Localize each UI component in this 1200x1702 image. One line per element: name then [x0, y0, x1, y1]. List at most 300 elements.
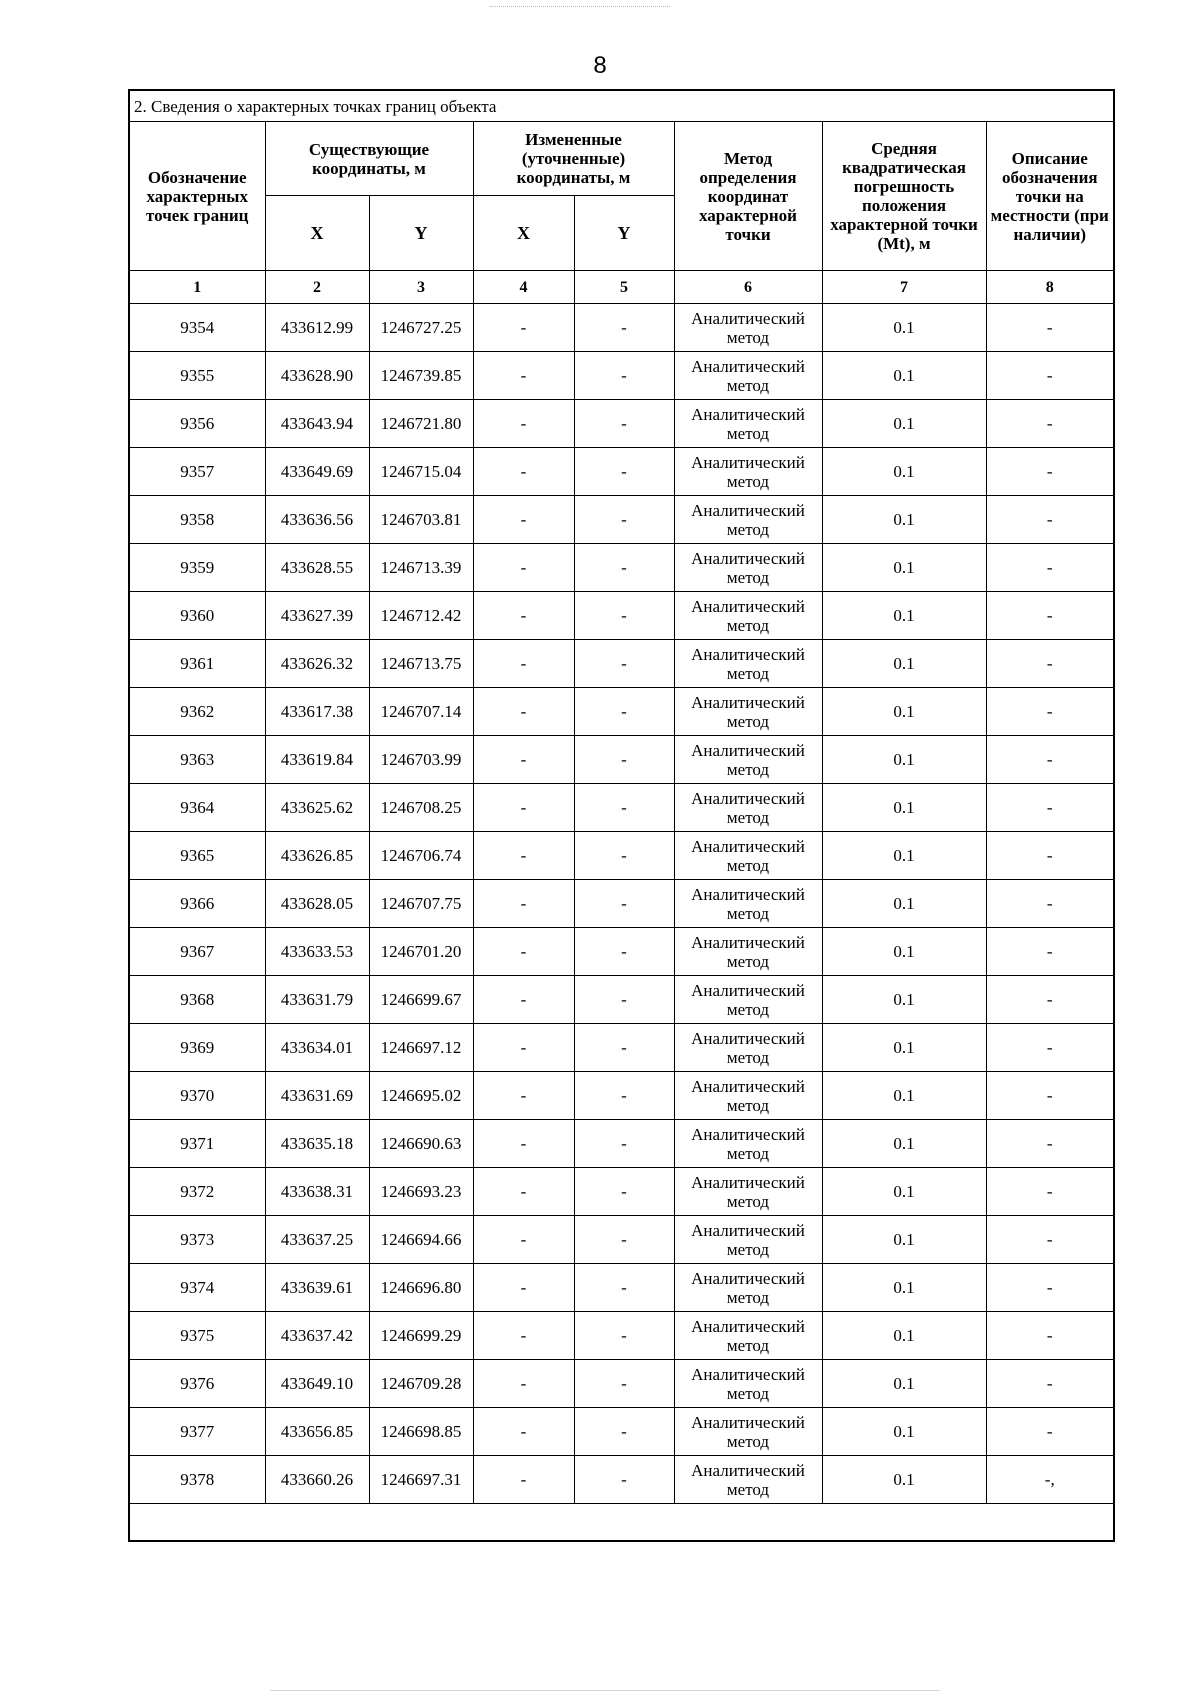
description-cell: -	[986, 1408, 1114, 1456]
point-id-cell: 9369	[129, 1024, 265, 1072]
point-id-cell: 9377	[129, 1408, 265, 1456]
method-text-line1: Аналитический	[691, 452, 805, 472]
method-cell	[674, 928, 822, 976]
column-number: 4	[473, 271, 574, 304]
changed-x-cell: -	[473, 544, 574, 592]
method-text-line2: метод	[726, 1431, 770, 1451]
description-cell: -	[986, 976, 1114, 1024]
header-description: Описание обозначения точки на местности (при наличии)	[986, 122, 1114, 271]
method-cell	[674, 448, 822, 496]
changed-x-cell: -	[473, 784, 574, 832]
point-id-cell: 9374	[129, 1264, 265, 1312]
table-row	[129, 544, 1114, 592]
mean-error-cell: 0.1	[822, 1264, 986, 1312]
changed-y-cell: -	[574, 1408, 674, 1456]
table-row	[129, 688, 1114, 736]
description-cell: -	[986, 1360, 1114, 1408]
point-id-cell: 9359	[129, 544, 265, 592]
header-method: Метод определения координат характерной точки	[674, 122, 822, 271]
point-id-cell: 9355	[129, 352, 265, 400]
description-cell: -	[986, 352, 1114, 400]
header-changed-y: Y	[574, 196, 674, 271]
changed-y-cell: -	[574, 1264, 674, 1312]
method-text-line1: Аналитический	[691, 1412, 805, 1432]
mean-error-cell: 0.1	[822, 736, 986, 784]
column-number: 3	[369, 271, 473, 304]
existing-y-cell: 1246699.67	[369, 976, 473, 1024]
table-row	[129, 784, 1114, 832]
point-id-cell: 9360	[129, 592, 265, 640]
point-id-cell: 9362	[129, 688, 265, 736]
method-cell	[674, 976, 822, 1024]
method-cell	[674, 544, 822, 592]
changed-x-cell: -	[473, 400, 574, 448]
method-text-line1: Аналитический	[691, 884, 805, 904]
table-row	[129, 1216, 1114, 1264]
point-id-cell: 9366	[129, 880, 265, 928]
mean-error-cell: 0.1	[822, 1408, 986, 1456]
changed-x-cell: -	[473, 1216, 574, 1264]
method-cell	[674, 352, 822, 400]
column-number: 6	[674, 271, 822, 304]
mean-error-cell: 0.1	[822, 1168, 986, 1216]
header-existing-coordinates: Существующие координаты, м	[265, 122, 473, 196]
existing-y-cell: 1246699.29	[369, 1312, 473, 1360]
point-id-cell: 9358	[129, 496, 265, 544]
mean-error-cell: 0.1	[822, 448, 986, 496]
header-changed-coordinates: Измененные (уточненные) координаты, м	[473, 122, 674, 196]
changed-y-cell: -	[574, 304, 674, 352]
existing-y-cell: 1246712.42	[369, 592, 473, 640]
method-text-line1: Аналитический	[691, 500, 805, 520]
existing-y-cell: 1246690.63	[369, 1120, 473, 1168]
existing-y-cell: 1246697.12	[369, 1024, 473, 1072]
existing-x-cell: 433617.38	[265, 688, 369, 736]
description-cell: -	[986, 448, 1114, 496]
changed-y-cell: -	[574, 832, 674, 880]
method-text-line1: Аналитический	[691, 788, 805, 808]
description-cell: -	[986, 640, 1114, 688]
method-text-line1: Аналитический	[691, 1364, 805, 1384]
changed-y-cell: -	[574, 640, 674, 688]
changed-x-cell: -	[473, 352, 574, 400]
point-id-cell: 9376	[129, 1360, 265, 1408]
changed-y-cell: -	[574, 496, 674, 544]
existing-x-cell: 433636.56	[265, 496, 369, 544]
point-id-cell: 9375	[129, 1312, 265, 1360]
point-id-cell: 9357	[129, 448, 265, 496]
method-text-line1: Аналитический	[691, 1316, 805, 1336]
description-cell: -	[986, 592, 1114, 640]
existing-y-cell: 1246721.80	[369, 400, 473, 448]
table-row	[129, 976, 1114, 1024]
method-text-line1: Аналитический	[691, 548, 805, 568]
changed-y-cell: -	[574, 1120, 674, 1168]
changed-x-cell: -	[473, 592, 574, 640]
changed-x-cell: -	[473, 448, 574, 496]
mean-error-cell: 0.1	[822, 1360, 986, 1408]
point-id-cell: 9363	[129, 736, 265, 784]
boundary-points-table	[128, 89, 1115, 1542]
header-mean-error: Средняя квадратическая погрешность положения характерной точки (Mt), м	[822, 122, 986, 271]
point-id-cell: 9365	[129, 832, 265, 880]
existing-x-cell: 433628.05	[265, 880, 369, 928]
table-row	[129, 1312, 1114, 1360]
method-text-line1: Аналитический	[691, 932, 805, 952]
method-cell	[674, 1360, 822, 1408]
point-id-cell: 9368	[129, 976, 265, 1024]
changed-y-cell: -	[574, 1024, 674, 1072]
existing-y-cell: 1246715.04	[369, 448, 473, 496]
description-cell: -	[986, 1312, 1114, 1360]
description-cell: -	[986, 736, 1114, 784]
mean-error-cell: 0.1	[822, 1312, 986, 1360]
changed-x-cell: -	[473, 1312, 574, 1360]
table-row	[129, 832, 1114, 880]
existing-y-cell: 1246706.74	[369, 832, 473, 880]
mean-error-cell: 0.1	[822, 1120, 986, 1168]
point-id-cell: 9354	[129, 304, 265, 352]
existing-y-cell: 1246707.14	[369, 688, 473, 736]
table-row	[129, 1408, 1114, 1456]
existing-x-cell: 433637.42	[265, 1312, 369, 1360]
method-cell	[674, 1216, 822, 1264]
existing-y-cell: 1246698.85	[369, 1408, 473, 1456]
existing-x-cell: 433627.39	[265, 592, 369, 640]
existing-y-cell: 1246713.75	[369, 640, 473, 688]
mean-error-cell: 0.1	[822, 496, 986, 544]
method-text-line2: метод	[726, 951, 770, 971]
scan-artifact	[490, 0, 670, 7]
header-existing-y: Y	[369, 196, 473, 271]
method-text-line1: Аналитический	[691, 1460, 805, 1480]
mean-error-cell: 0.1	[822, 1216, 986, 1264]
existing-y-cell: 1246739.85	[369, 352, 473, 400]
column-number: 2	[265, 271, 369, 304]
existing-x-cell: 433643.94	[265, 400, 369, 448]
table-row	[129, 928, 1114, 976]
mean-error-cell: 0.1	[822, 928, 986, 976]
changed-y-cell: -	[574, 352, 674, 400]
page-number: 8	[593, 52, 607, 79]
description-cell: -	[986, 1216, 1114, 1264]
column-number-row	[129, 271, 1114, 304]
method-cell	[674, 1456, 822, 1504]
mean-error-cell: 0.1	[822, 880, 986, 928]
point-id-cell: 9378	[129, 1456, 265, 1504]
method-text-line2: метод	[726, 615, 770, 635]
existing-x-cell: 433628.90	[265, 352, 369, 400]
method-text-line2: метод	[726, 1239, 770, 1259]
description-cell: -	[986, 1168, 1114, 1216]
section-title: 2. Сведения о характерных точках границ объекта	[129, 90, 1114, 122]
method-cell	[674, 1264, 822, 1312]
existing-x-cell: 433619.84	[265, 736, 369, 784]
method-text-line1: Аналитический	[691, 692, 805, 712]
method-text-line2: метод	[726, 519, 770, 539]
changed-x-cell: -	[473, 928, 574, 976]
method-cell	[674, 304, 822, 352]
method-cell	[674, 880, 822, 928]
description-cell: -	[986, 784, 1114, 832]
table-row	[129, 880, 1114, 928]
method-cell	[674, 832, 822, 880]
method-text-line2: метод	[726, 567, 770, 587]
existing-x-cell: 433633.53	[265, 928, 369, 976]
changed-x-cell: -	[473, 1360, 574, 1408]
changed-y-cell: -	[574, 688, 674, 736]
existing-y-cell: 1246708.25	[369, 784, 473, 832]
table-row	[129, 448, 1114, 496]
method-cell	[674, 640, 822, 688]
existing-x-cell: 433628.55	[265, 544, 369, 592]
existing-y-cell: 1246693.23	[369, 1168, 473, 1216]
table-row	[129, 304, 1114, 352]
mean-error-cell: 0.1	[822, 784, 986, 832]
method-text-line1: Аналитический	[691, 980, 805, 1000]
description-cell: -,	[986, 1456, 1114, 1504]
changed-y-cell: -	[574, 784, 674, 832]
existing-x-cell: 433631.69	[265, 1072, 369, 1120]
column-number: 5	[574, 271, 674, 304]
method-cell	[674, 1168, 822, 1216]
table-row	[129, 1168, 1114, 1216]
existing-x-cell: 433635.18	[265, 1120, 369, 1168]
method-text-line2: метод	[726, 1383, 770, 1403]
changed-x-cell: -	[473, 496, 574, 544]
empty-cell	[129, 1504, 1114, 1542]
description-cell: -	[986, 688, 1114, 736]
method-text-line2: метод	[726, 471, 770, 491]
column-number: 7	[822, 271, 986, 304]
empty-row	[129, 1504, 1114, 1542]
changed-x-cell: -	[473, 1168, 574, 1216]
mean-error-cell: 0.1	[822, 304, 986, 352]
method-text-line2: метод	[726, 1479, 770, 1499]
changed-y-cell: -	[574, 544, 674, 592]
description-cell: -	[986, 400, 1114, 448]
changed-x-cell: -	[473, 1120, 574, 1168]
method-text-line2: метод	[726, 1143, 770, 1163]
existing-x-cell: 433612.99	[265, 304, 369, 352]
description-cell: -	[986, 304, 1114, 352]
method-text-line2: метод	[726, 807, 770, 827]
changed-y-cell: -	[574, 400, 674, 448]
changed-y-cell: -	[574, 592, 674, 640]
mean-error-cell: 0.1	[822, 544, 986, 592]
point-id-cell: 9371	[129, 1120, 265, 1168]
existing-x-cell: 433631.79	[265, 976, 369, 1024]
description-cell: -	[986, 496, 1114, 544]
changed-x-cell: -	[473, 1456, 574, 1504]
method-text-line2: метод	[726, 1287, 770, 1307]
changed-y-cell: -	[574, 1456, 674, 1504]
column-number: 8	[986, 271, 1114, 304]
table-row	[129, 1024, 1114, 1072]
changed-y-cell: -	[574, 448, 674, 496]
changed-y-cell: -	[574, 1360, 674, 1408]
changed-y-cell: -	[574, 1168, 674, 1216]
point-id-cell: 9367	[129, 928, 265, 976]
existing-y-cell: 1246709.28	[369, 1360, 473, 1408]
table-row	[129, 592, 1114, 640]
existing-y-cell: 1246727.25	[369, 304, 473, 352]
mean-error-cell: 0.1	[822, 640, 986, 688]
existing-x-cell: 433638.31	[265, 1168, 369, 1216]
mean-error-cell: 0.1	[822, 1456, 986, 1504]
method-text-line1: Аналитический	[691, 1124, 805, 1144]
method-text-line2: метод	[726, 327, 770, 347]
changed-x-cell: -	[473, 976, 574, 1024]
method-cell	[674, 1072, 822, 1120]
table-row	[129, 1456, 1114, 1504]
changed-x-cell: -	[473, 1408, 574, 1456]
table-row	[129, 736, 1114, 784]
method-cell	[674, 496, 822, 544]
header-point-designation: Обозначение характерных точек границ	[129, 122, 265, 271]
point-id-cell: 9372	[129, 1168, 265, 1216]
existing-y-cell: 1246696.80	[369, 1264, 473, 1312]
method-text-line1: Аналитический	[691, 1076, 805, 1096]
existing-y-cell: 1246695.02	[369, 1072, 473, 1120]
method-text-line2: метод	[726, 1095, 770, 1115]
point-id-cell: 9364	[129, 784, 265, 832]
existing-y-cell: 1246697.31	[369, 1456, 473, 1504]
point-id-cell: 9373	[129, 1216, 265, 1264]
description-cell: -	[986, 1024, 1114, 1072]
description-cell: -	[986, 928, 1114, 976]
changed-y-cell: -	[574, 736, 674, 784]
mean-error-cell: 0.1	[822, 400, 986, 448]
method-cell	[674, 592, 822, 640]
description-cell: -	[986, 1072, 1114, 1120]
existing-y-cell: 1246703.81	[369, 496, 473, 544]
description-cell: -	[986, 1120, 1114, 1168]
table-row	[129, 1264, 1114, 1312]
mean-error-cell: 0.1	[822, 688, 986, 736]
table-row	[129, 352, 1114, 400]
header-existing-x: X	[265, 196, 369, 271]
method-text-line1: Аналитический	[691, 404, 805, 424]
scan-bottom-line	[270, 1690, 940, 1691]
method-text-line2: метод	[726, 1191, 770, 1211]
changed-x-cell: -	[473, 1072, 574, 1120]
changed-x-cell: -	[473, 640, 574, 688]
existing-y-cell: 1246713.39	[369, 544, 473, 592]
description-cell: -	[986, 1264, 1114, 1312]
method-text-line1: Аналитический	[691, 644, 805, 664]
point-id-cell: 9370	[129, 1072, 265, 1120]
method-text-line1: Аналитический	[691, 1028, 805, 1048]
method-text-line1: Аналитический	[691, 308, 805, 328]
method-text-line2: метод	[726, 1335, 770, 1355]
point-id-cell: 9361	[129, 640, 265, 688]
changed-x-cell: -	[473, 1024, 574, 1072]
table-row	[129, 640, 1114, 688]
description-cell: -	[986, 880, 1114, 928]
mean-error-cell: 0.1	[822, 976, 986, 1024]
method-text-line2: метод	[726, 375, 770, 395]
existing-x-cell: 433649.69	[265, 448, 369, 496]
changed-x-cell: -	[473, 688, 574, 736]
existing-x-cell: 433625.62	[265, 784, 369, 832]
header-changed-x: X	[473, 196, 574, 271]
existing-x-cell: 433634.01	[265, 1024, 369, 1072]
method-cell	[674, 1024, 822, 1072]
method-cell	[674, 736, 822, 784]
method-text-line2: метод	[726, 855, 770, 875]
method-text-line2: метод	[726, 903, 770, 923]
method-text-line1: Аналитический	[691, 836, 805, 856]
existing-y-cell: 1246707.75	[369, 880, 473, 928]
table-row	[129, 1360, 1114, 1408]
point-id-cell: 9356	[129, 400, 265, 448]
existing-x-cell: 433637.25	[265, 1216, 369, 1264]
method-text-line2: метод	[726, 423, 770, 443]
changed-x-cell: -	[473, 304, 574, 352]
changed-x-cell: -	[473, 880, 574, 928]
changed-y-cell: -	[574, 1072, 674, 1120]
table-row	[129, 496, 1114, 544]
method-text-line1: Аналитический	[691, 356, 805, 376]
method-cell	[674, 1120, 822, 1168]
column-number: 1	[129, 271, 265, 304]
existing-y-cell: 1246701.20	[369, 928, 473, 976]
existing-y-cell: 1246703.99	[369, 736, 473, 784]
changed-x-cell: -	[473, 832, 574, 880]
method-text-line2: метод	[726, 663, 770, 683]
method-cell	[674, 1408, 822, 1456]
method-cell	[674, 784, 822, 832]
mean-error-cell: 0.1	[822, 592, 986, 640]
existing-x-cell: 433656.85	[265, 1408, 369, 1456]
changed-y-cell: -	[574, 880, 674, 928]
changed-y-cell: -	[574, 1312, 674, 1360]
method-text-line1: Аналитический	[691, 1220, 805, 1240]
table-row	[129, 1072, 1114, 1120]
existing-x-cell: 433626.32	[265, 640, 369, 688]
method-cell	[674, 1312, 822, 1360]
mean-error-cell: 0.1	[822, 1024, 986, 1072]
method-text-line2: метод	[726, 999, 770, 1019]
mean-error-cell: 0.1	[822, 352, 986, 400]
table-row	[129, 400, 1114, 448]
table-row	[129, 1120, 1114, 1168]
changed-y-cell: -	[574, 928, 674, 976]
changed-y-cell: -	[574, 976, 674, 1024]
method-text-line1: Аналитический	[691, 596, 805, 616]
method-cell	[674, 688, 822, 736]
changed-x-cell: -	[473, 736, 574, 784]
method-text-line1: Аналитический	[691, 740, 805, 760]
mean-error-cell: 0.1	[822, 832, 986, 880]
method-text-line1: Аналитический	[691, 1172, 805, 1192]
existing-x-cell: 433626.85	[265, 832, 369, 880]
mean-error-cell: 0.1	[822, 1072, 986, 1120]
existing-y-cell: 1246694.66	[369, 1216, 473, 1264]
existing-x-cell: 433660.26	[265, 1456, 369, 1504]
method-text-line2: метод	[726, 711, 770, 731]
existing-x-cell: 433639.61	[265, 1264, 369, 1312]
description-cell: -	[986, 832, 1114, 880]
method-text-line2: метод	[726, 759, 770, 779]
method-cell	[674, 400, 822, 448]
description-cell: -	[986, 544, 1114, 592]
method-text-line1: Аналитический	[691, 1268, 805, 1288]
changed-x-cell: -	[473, 1264, 574, 1312]
method-text-line2: метод	[726, 1047, 770, 1067]
changed-y-cell: -	[574, 1216, 674, 1264]
